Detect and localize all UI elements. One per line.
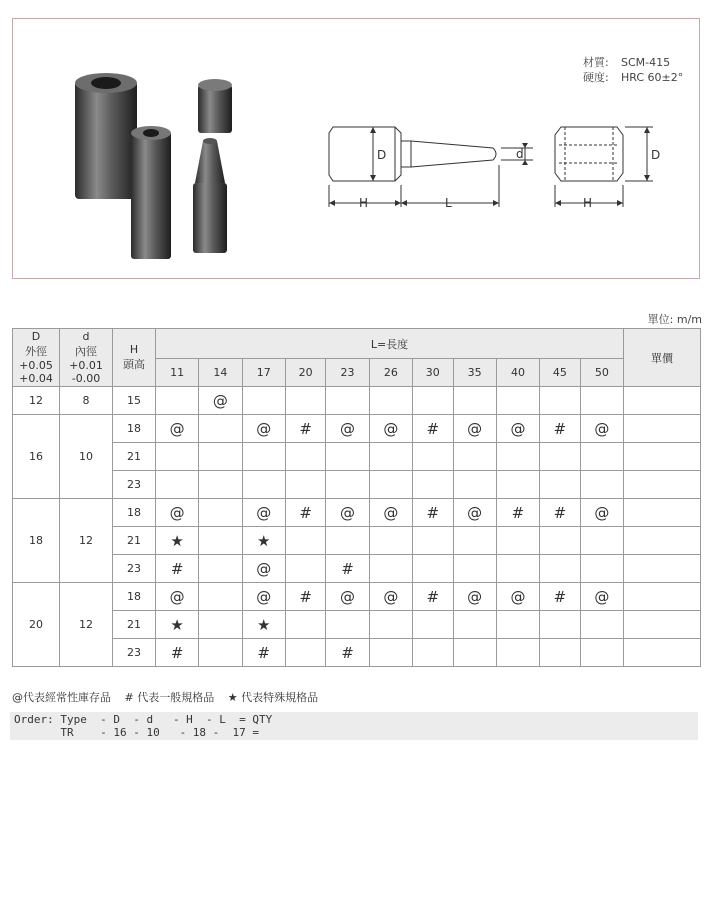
cell-availability [496, 471, 539, 499]
cell-availability [199, 639, 242, 667]
cell-availability: # [412, 415, 453, 443]
order-format-line: Order: Type - D - d - H - L = QTY [14, 713, 273, 726]
cell-availability [453, 639, 496, 667]
cell-H: 15 [113, 387, 156, 415]
cell-availability [285, 611, 326, 639]
cell-availability [496, 639, 539, 667]
cell-availability: # [156, 555, 199, 583]
cell-availability: @ [242, 583, 285, 611]
col-d-header: d 內徑 +0.01 -0.00 [60, 329, 113, 387]
cell-availability [285, 443, 326, 471]
cell-availability [199, 499, 242, 527]
cell-d: 8 [60, 387, 113, 415]
col-L-value: 17 [242, 359, 285, 387]
hardness-label: 硬度: [583, 71, 609, 84]
cell-H: 18 [113, 415, 156, 443]
cell-availability [369, 639, 412, 667]
cell-availability: ★ [242, 611, 285, 639]
table-row [13, 499, 701, 527]
cell-H: 21 [113, 527, 156, 555]
cell-D: 18 [13, 499, 60, 583]
table-row [13, 611, 701, 639]
order-sample-line: TR - 16 - 10 - 18 - 17 = [14, 726, 260, 739]
order-example [10, 712, 698, 740]
cell-D: 12 [13, 387, 60, 415]
cell-availability [369, 555, 412, 583]
cell-availability [580, 611, 623, 639]
col-L-value: 26 [369, 359, 412, 387]
cell-availability [199, 443, 242, 471]
cell-availability: @ [199, 387, 242, 415]
cell-H: 21 [113, 443, 156, 471]
cell-availability [540, 443, 581, 471]
cell-availability: @ [156, 415, 199, 443]
cell-availability [285, 555, 326, 583]
cell-availability [199, 555, 242, 583]
cell-availability: @ [580, 583, 623, 611]
dim-H-label: H [359, 196, 369, 210]
cell-availability: ★ [156, 527, 199, 555]
cell-availability: @ [580, 499, 623, 527]
cell-price [624, 583, 701, 611]
cell-price [624, 611, 701, 639]
col-D-header: D 外徑 +0.05 +0.04 [13, 329, 60, 387]
cell-availability [496, 527, 539, 555]
col-price-header: 單價 [624, 329, 701, 387]
cell-price [624, 499, 701, 527]
cell-availability [540, 471, 581, 499]
col-L-value: 20 [285, 359, 326, 387]
cell-availability [496, 387, 539, 415]
cell-availability: @ [156, 499, 199, 527]
cell-availability [580, 471, 623, 499]
col-L-value: 35 [453, 359, 496, 387]
spec-block [583, 55, 683, 85]
table-row [13, 639, 701, 667]
cell-price [624, 387, 701, 415]
cell-availability [369, 387, 412, 415]
cell-availability [285, 527, 326, 555]
cell-availability [453, 443, 496, 471]
cell-availability [242, 471, 285, 499]
cell-availability [326, 387, 369, 415]
cell-availability [412, 639, 453, 667]
cell-availability: # [412, 499, 453, 527]
spec-table [12, 328, 701, 667]
dim-L-label: L [445, 196, 452, 210]
cell-H: 23 [113, 471, 156, 499]
cell-availability [453, 527, 496, 555]
cell-availability [412, 611, 453, 639]
cell-availability [285, 387, 326, 415]
cell-availability [412, 555, 453, 583]
cell-availability [326, 527, 369, 555]
cell-availability [156, 387, 199, 415]
cell-availability: # [242, 639, 285, 667]
cell-availability [453, 555, 496, 583]
cell-availability [199, 611, 242, 639]
legend-stock: @代表經常性庫存品 [12, 691, 111, 704]
cell-availability [369, 443, 412, 471]
cell-availability: @ [496, 415, 539, 443]
cell-availability: @ [369, 499, 412, 527]
cell-availability: @ [580, 415, 623, 443]
cell-availability: @ [369, 415, 412, 443]
cell-availability [453, 611, 496, 639]
table-row [13, 583, 701, 611]
col-L-header: L=長度 [156, 329, 624, 359]
cell-D: 16 [13, 415, 60, 499]
product-panel [12, 18, 700, 279]
col-H-header: H 頭高 [113, 329, 156, 387]
table-row [13, 443, 701, 471]
hardness-value: HRC 60±2° [621, 71, 684, 84]
cell-availability [242, 443, 285, 471]
cell-availability [412, 471, 453, 499]
cell-price [624, 471, 701, 499]
cell-availability [580, 527, 623, 555]
cell-d: 12 [60, 499, 113, 583]
cell-availability [453, 471, 496, 499]
cell-availability: @ [453, 583, 496, 611]
col-L-value: 45 [540, 359, 581, 387]
cell-availability [326, 611, 369, 639]
col-L-value: 40 [496, 359, 539, 387]
cell-H: 18 [113, 499, 156, 527]
cell-price [624, 527, 701, 555]
cell-H: 21 [113, 611, 156, 639]
cell-availability: # [540, 415, 581, 443]
cell-availability: ★ [156, 611, 199, 639]
cell-availability [285, 471, 326, 499]
cell-availability: # [326, 639, 369, 667]
cell-availability [156, 471, 199, 499]
cell-availability [199, 527, 242, 555]
cell-availability [369, 471, 412, 499]
cell-availability: # [285, 499, 326, 527]
cell-availability [412, 387, 453, 415]
cell-availability: # [540, 583, 581, 611]
cell-availability [453, 387, 496, 415]
legend-special: ★ 代表特殊規格品 [227, 691, 319, 704]
cell-availability [199, 583, 242, 611]
dim-D-label: D [377, 148, 387, 162]
col-L-value: 50 [580, 359, 623, 387]
cell-availability: @ [242, 555, 285, 583]
cell-availability: @ [242, 499, 285, 527]
cell-H: 23 [113, 555, 156, 583]
table-row [13, 471, 701, 499]
cell-availability [580, 639, 623, 667]
cell-availability [496, 555, 539, 583]
cell-availability [199, 415, 242, 443]
cell-availability [540, 611, 581, 639]
cell-availability [242, 387, 285, 415]
cell-availability: # [285, 415, 326, 443]
cell-availability [540, 639, 581, 667]
col-L-value: 23 [326, 359, 369, 387]
cell-availability: @ [326, 415, 369, 443]
cell-availability: # [156, 639, 199, 667]
cell-price [624, 639, 701, 667]
cell-H: 23 [113, 639, 156, 667]
cell-availability: @ [453, 499, 496, 527]
cell-availability [540, 555, 581, 583]
technical-drawing [313, 115, 683, 235]
cell-availability: ★ [242, 527, 285, 555]
cell-availability: @ [326, 499, 369, 527]
cell-availability [496, 443, 539, 471]
cell-availability: # [285, 583, 326, 611]
cell-price [624, 555, 701, 583]
cell-availability [540, 387, 581, 415]
cell-price [624, 443, 701, 471]
cell-availability [580, 555, 623, 583]
cell-availability: # [326, 555, 369, 583]
dim-D2-label: D [651, 148, 661, 162]
cell-availability: # [540, 499, 581, 527]
col-L-value: 11 [156, 359, 199, 387]
cell-availability: @ [453, 415, 496, 443]
cell-availability: # [412, 583, 453, 611]
cell-availability [496, 611, 539, 639]
cell-price [624, 415, 701, 443]
cell-availability [412, 443, 453, 471]
cell-availability [156, 443, 199, 471]
material-value: SCM-415 [621, 56, 671, 69]
cell-availability [326, 443, 369, 471]
col-L-value: 14 [199, 359, 242, 387]
cell-availability [285, 639, 326, 667]
material-label: 材質: [583, 56, 609, 69]
cell-availability: @ [156, 583, 199, 611]
table-row [13, 527, 701, 555]
dim-d-label: d [516, 147, 524, 161]
legend [12, 689, 328, 705]
table-row [13, 387, 701, 415]
cell-availability [580, 387, 623, 415]
cell-d: 10 [60, 415, 113, 499]
cell-availability: # [496, 499, 539, 527]
col-L-value: 30 [412, 359, 453, 387]
cell-availability: @ [369, 583, 412, 611]
cell-availability [412, 527, 453, 555]
cell-availability: @ [242, 415, 285, 443]
cell-availability [369, 527, 412, 555]
cell-availability: @ [496, 583, 539, 611]
cell-d: 12 [60, 583, 113, 667]
dim-H2-label: H [583, 196, 593, 210]
cell-availability [199, 471, 242, 499]
unit-label: 單位: m/m [647, 313, 702, 326]
cell-D: 20 [13, 583, 60, 667]
table-row [13, 555, 701, 583]
cell-availability [369, 611, 412, 639]
table-row [13, 415, 701, 443]
product-photo [65, 61, 275, 271]
cell-availability [580, 443, 623, 471]
cell-H: 18 [113, 583, 156, 611]
cell-availability [326, 471, 369, 499]
cell-availability: @ [326, 583, 369, 611]
legend-standard: # 代表一般規格品 [124, 691, 215, 704]
cell-availability [540, 527, 581, 555]
